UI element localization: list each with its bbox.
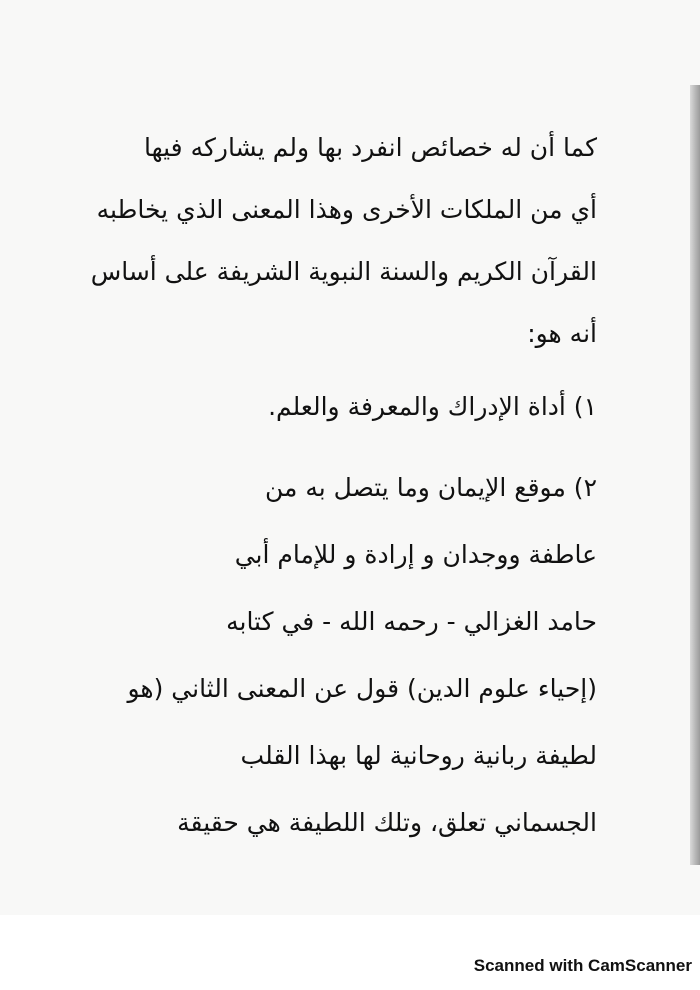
list-item-2-text: موقع الإيمان وما يتصل به من	[264, 473, 566, 502]
list-item-2-line-4: (إحياء علوم الدين) قول عن المعنى الثاني (هو	[127, 674, 597, 703]
paragraph-line-4: أنه هو:	[527, 319, 597, 348]
list-item-1	[268, 389, 597, 425]
list-item-1-text: أداة الإدراك والمعرفة والعلم.	[268, 392, 566, 421]
paragraph-line-1: كما أن له خصائص انفرد بها ولم يشاركه فيها	[143, 133, 597, 162]
list-item-2-line-6: الجسماني تعلق، وتلك اللطيفة هي حقيقة	[177, 808, 597, 837]
paragraph-line-2: أي من الملكات الأخرى وهذا المعنى الذي يخاطبه	[96, 195, 597, 224]
list-item-2-line-1	[265, 470, 597, 506]
list-item-2-line-3: حامد الغزالي - رحمه الله - في كتابه	[226, 607, 597, 636]
list-item-2-number: ٢)	[573, 473, 597, 502]
list-item-2-line-2: عاطفة ووجدان و إرادة و للإمام أبي	[234, 540, 597, 569]
list-item-1-number: ١)	[573, 392, 597, 421]
list-item-2-line-5: لطيفة ربانية روحانية لها بهذا القلب	[240, 741, 597, 770]
camscanner-watermark: Scanned with CamScanner	[473, 956, 692, 975]
paragraph-line-3: القرآن الكريم والسنة النبوية الشريفة على أساس	[90, 257, 597, 286]
